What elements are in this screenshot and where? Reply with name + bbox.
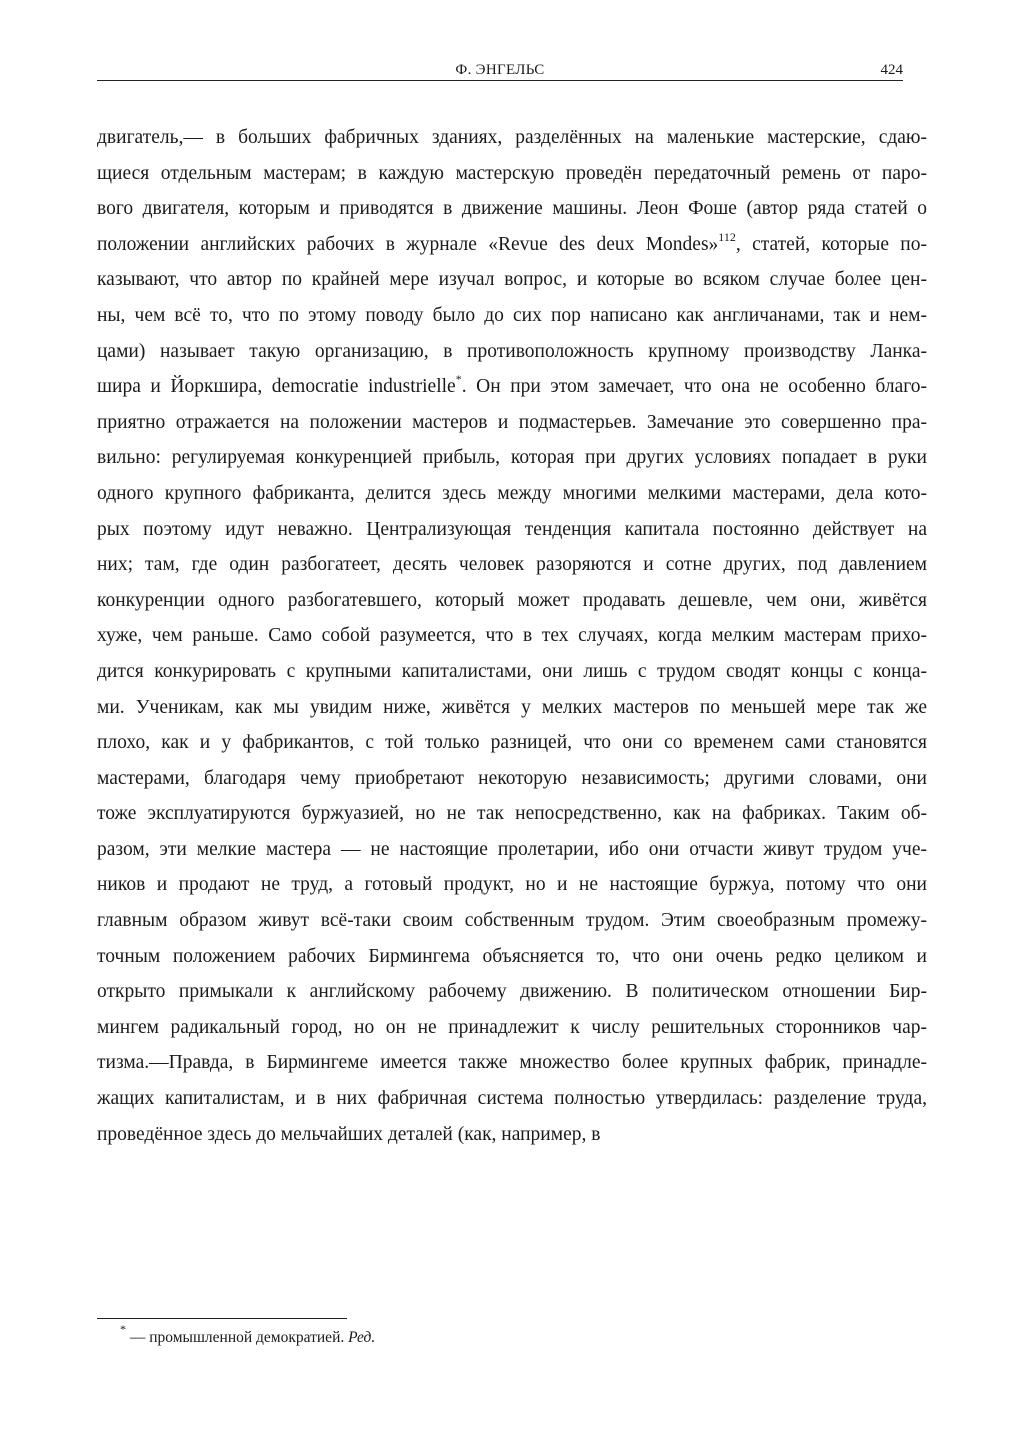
text-line: них; там, где один разбогатеет, десять человек разоряются и сотне других, под давлением xyxy=(97,554,927,576)
footnote-marker: * xyxy=(120,1322,126,1336)
text-line: проведённое здесь до мельчайших деталей (как, например, в xyxy=(97,1123,601,1145)
text-line: открыто примыкали к английскому рабочему движению. В политическом отношении Бир- xyxy=(97,981,927,1003)
text-line: точным положением рабочих Бирмингема объясняется то, что они очень редко целиком и xyxy=(97,945,927,967)
footnote-ref: * xyxy=(455,372,462,387)
running-header xyxy=(97,60,903,81)
text-line: конкуренции одного разбогатевшего, который может продавать дешевле, чем они, живётся xyxy=(97,589,927,611)
endnote-ref-112: 112 xyxy=(718,229,736,244)
text-line xyxy=(97,227,927,263)
text-line: вого двигателя, которым и приводятся в движение машины. Леон Фоше (автор ряда статей о xyxy=(97,198,927,220)
text-line: хуже, чем раньше. Само собой разумеется, что в тех случаях, когда мелким мастерам прихо- xyxy=(97,625,927,647)
body-text xyxy=(97,120,927,1152)
text-line: плохо, как и у фабрикантов, с той только разницей, что они со временем сами становятся xyxy=(97,732,927,754)
line-text: положении английских рабочих в журнале «Revue des deux Mondes» xyxy=(97,233,719,255)
text-line: главным образом живут всё-таки своим собственным трудом. Этим своеобразным промежу- xyxy=(97,910,927,932)
text-line: приятно отражается на положении мастеров и подмастерьев. Замечание это совершенно пра- xyxy=(97,411,927,433)
text-line: ников и продают не труд, а готовый продукт, но и не настоящие буржуа, потому что они xyxy=(97,874,927,896)
page-number: 424 xyxy=(880,62,903,78)
footnote xyxy=(120,1322,376,1349)
text-line: вильно: регулируемая конкуренцией прибыль, которая при других условиях попадает в руки xyxy=(97,447,927,469)
text-line: тоже эксплуатируются буржуазией, но не так непосредственно, как на фабриках. Таким об- xyxy=(97,803,927,825)
text-line: жащих капиталистам, и в них фабричная система полностью утвердилась: разделение труда, xyxy=(97,1088,927,1110)
text-line: тизма.—Правда, в Бирмингеме имеется также множество более крупных фабрик, принадле- xyxy=(97,1052,927,1074)
line-text: , статей, которые по- xyxy=(735,233,927,255)
line-text: . Он при этом замечает, что она не особенно благо- xyxy=(461,376,927,398)
footnote-editor-note: Ред. xyxy=(348,1329,376,1346)
text-line: казывают, что автор по крайней мере изучал вопрос, и которые во всяком случае более цен- xyxy=(97,269,927,291)
text-line: мастерами, благодаря чему приобретают некоторую независимость; другими словами, они xyxy=(97,767,927,789)
text-line: цами) называет такую организацию, в противоположность крупному производству Ланка- xyxy=(97,340,927,362)
text-line: одного крупного фабриканта, делится здесь между многими мелкими мастерами, дела кото- xyxy=(97,482,927,504)
line-text: шира и Йоркшира, democratie industrielle xyxy=(97,376,456,398)
running-title: Ф. ЭНГЕЛЬС xyxy=(455,62,545,78)
text-line: ми. Ученикам, как мы увидим ниже, живётся у мелких мастеров по меньшей мере так же xyxy=(97,696,927,718)
footnote-text: — промышленной демократией. xyxy=(126,1329,349,1346)
text-line: ны, чем всё то, что по этому поводу было до сих пор написано как англичанами, так и нем- xyxy=(97,304,927,326)
text-line xyxy=(97,369,927,405)
text-line: щиеся отдельным мастерам; в каждую мастерскую проведён передаточный ремень от паро- xyxy=(97,162,927,184)
text-line: рых поэтому идут неважно. Централизующая тенденция капитала постоянно действует на xyxy=(97,518,927,540)
text-line: двигатель,— в больших фабричных зданиях, разделённых на маленькие мастерские, сдаю- xyxy=(97,127,927,148)
text-line: дится конкурировать с крупными капиталистами, они лишь с трудом сводят концы с конца- xyxy=(97,660,927,682)
footnote-divider xyxy=(97,1318,347,1319)
text-line: мингем радикальный город, но он не принадлежит к числу решительных сторонников чар- xyxy=(97,1016,927,1038)
text-line: разом, эти мелкие мастера — не настоящие пролетарии, ибо они отчасти живут трудом уче- xyxy=(97,838,927,860)
